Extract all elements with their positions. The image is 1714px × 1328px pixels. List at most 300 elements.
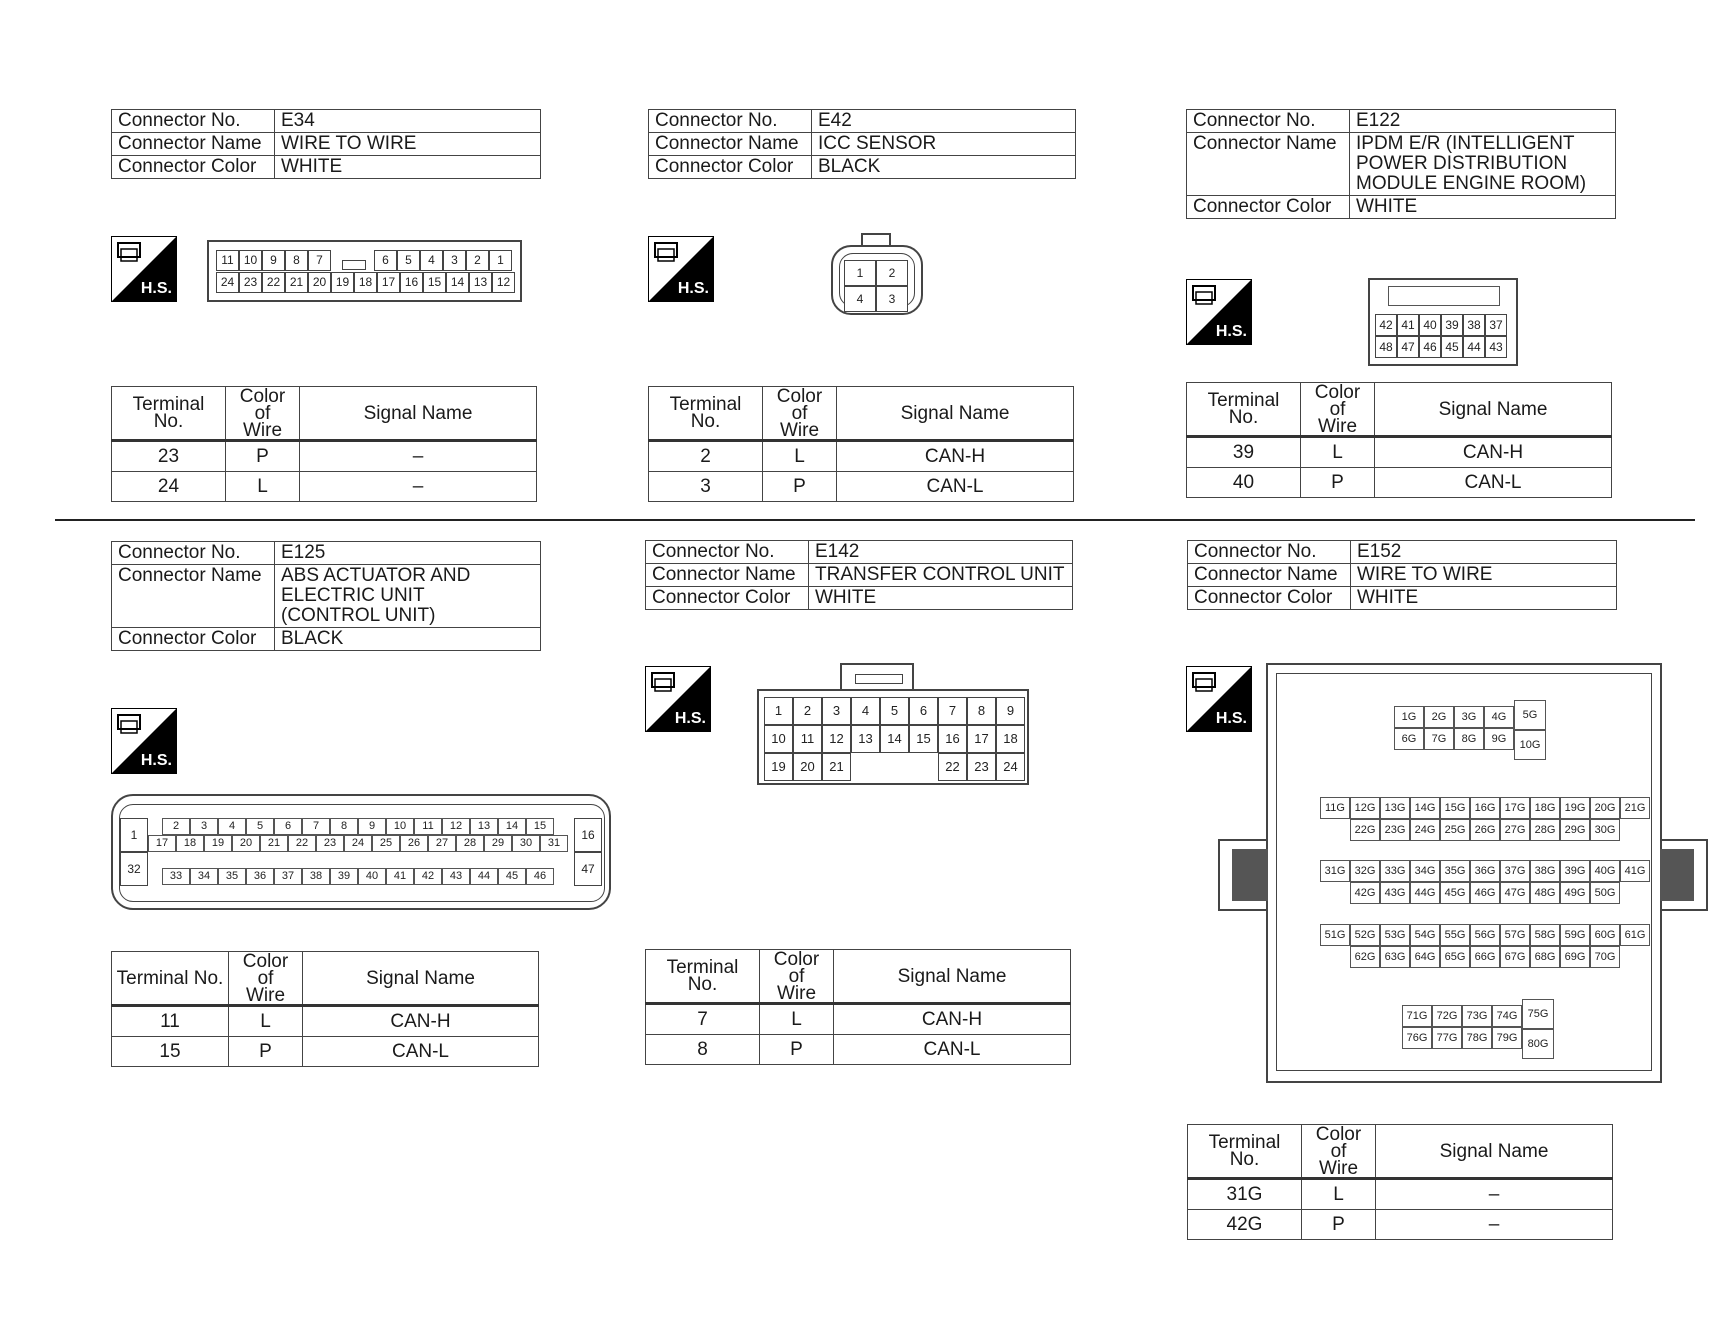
pin-cell: 16	[574, 818, 602, 852]
pin-cell: 22	[288, 835, 316, 852]
table-row	[112, 472, 537, 502]
pin-cell: 67G	[1500, 946, 1530, 968]
table-row	[649, 441, 1074, 472]
pin-cell: 14	[498, 818, 526, 835]
pin-cell: 64G	[1410, 946, 1440, 968]
wire-color: L	[1301, 437, 1375, 468]
pin-cell: 26	[400, 835, 428, 852]
lock-tab	[342, 260, 366, 270]
pin-cell: 47	[1397, 336, 1419, 358]
color-of-wire-header: Color of Wire	[226, 387, 300, 441]
harness-side-label: H.S.	[1215, 323, 1247, 340]
signal-name: –	[1376, 1210, 1613, 1240]
pin-cell: 1	[844, 260, 876, 286]
pin-cell: 38	[302, 868, 330, 885]
pin-cell: 66G	[1470, 946, 1500, 968]
terminal-no-header: Terminal No.	[649, 387, 763, 441]
color-of-wire-header: Color of Wire	[763, 387, 837, 441]
pin-cell: 20	[308, 272, 331, 293]
pin-cell: 70G	[1590, 946, 1620, 968]
connector-name-value: ABS ACTUATOR AND ELECTRIC UNIT (CONTROL UNIT)	[275, 565, 541, 628]
connector-color-label: Connector Color	[112, 156, 275, 179]
pin-cell: 23	[239, 272, 262, 293]
pin-cell: 18	[176, 835, 204, 852]
pin-cell: 8	[967, 697, 996, 725]
pin-cell: 16	[400, 272, 423, 293]
pin-cell: 22	[262, 272, 285, 293]
pin-cell: 73G	[1462, 1005, 1492, 1027]
color-of-wire-header: Color of Wire	[1301, 383, 1375, 437]
key-notch	[1388, 286, 1500, 306]
pin-cell: 6	[274, 818, 302, 835]
pin-cell: 13	[469, 272, 492, 293]
pin-cell: 12G	[1350, 797, 1380, 819]
terminal-no: 24	[112, 472, 226, 502]
terminal-table-e152	[1187, 1124, 1613, 1240]
connector-no-value: E34	[275, 110, 541, 133]
connector-color-label: Connector Color	[1187, 196, 1350, 219]
signal-name: –	[300, 472, 537, 502]
connector-color-label: Connector Color	[649, 156, 812, 179]
terminal-no: 3	[649, 472, 763, 502]
signal-name: CAN-H	[834, 1004, 1071, 1035]
pin-cell: 5	[246, 818, 274, 835]
pin-cell: 1	[489, 250, 512, 271]
pin-cell: 6G	[1394, 728, 1424, 750]
harness-side-label: H.S.	[674, 710, 706, 727]
connector-no-value: E142	[809, 541, 1073, 564]
pin-cell: 11	[216, 250, 239, 271]
connector-name-value: TRANSFER CONTROL UNIT	[809, 564, 1073, 587]
wire-color: P	[763, 472, 837, 502]
signal-name: CAN-L	[303, 1037, 539, 1067]
pin-cell: 29G	[1560, 819, 1590, 841]
connector-no-value: E42	[812, 110, 1076, 133]
pin-cell: 23	[967, 753, 996, 781]
section-divider	[55, 519, 1695, 521]
pin-cell: 40	[1419, 314, 1441, 336]
signal-name: –	[300, 441, 537, 472]
pin-cell: 25	[372, 835, 400, 852]
connector-face-e125	[111, 794, 611, 910]
pin-cell: 15	[423, 272, 446, 293]
pin-cell: 68G	[1530, 946, 1560, 968]
pin-cell: 30G	[1590, 819, 1620, 841]
pin-cell: 17	[967, 725, 996, 753]
connector-info-e152	[1187, 540, 1617, 610]
left-latch-fill	[1232, 849, 1268, 901]
pin-cell: 69G	[1560, 946, 1590, 968]
pin-cell: 24G	[1410, 819, 1440, 841]
connector-no-value: E122	[1350, 110, 1616, 133]
pin-cell: 5G	[1514, 700, 1546, 730]
connector-color-label: Connector Color	[646, 587, 809, 610]
pin-cell: 74G	[1492, 1005, 1522, 1027]
pin-cell: 2	[162, 818, 190, 835]
pin-cell: 60G	[1590, 924, 1620, 946]
pin-cell: 35	[218, 868, 246, 885]
pin-cell: 21	[822, 753, 851, 781]
pin-cell: 18	[996, 725, 1025, 753]
pin-cell: 43	[442, 868, 470, 885]
connector-color-value: BLACK	[275, 628, 541, 651]
pin-cell: 7	[308, 250, 331, 271]
pin-cell: 1	[120, 818, 148, 852]
terminal-table-e125	[111, 951, 539, 1067]
pin-cell: 13	[470, 818, 498, 835]
pin-cell: 2	[466, 250, 489, 271]
pin-cell: 42	[1375, 314, 1397, 336]
pin-cell: 12	[442, 818, 470, 835]
terminal-no: 31G	[1188, 1179, 1302, 1210]
table-row	[1187, 437, 1612, 468]
pin-cell: 65G	[1440, 946, 1470, 968]
pin-cell: 4	[218, 818, 246, 835]
table-row	[646, 1035, 1071, 1065]
pin-cell: 3	[822, 697, 851, 725]
table-row	[112, 1037, 539, 1067]
connector-color-value: WHITE	[1350, 196, 1616, 219]
pin-cell: 3G	[1454, 706, 1484, 728]
pin-cell: 17G	[1500, 797, 1530, 819]
pin-cell: 33G	[1380, 860, 1410, 882]
signal-name: CAN-L	[834, 1035, 1071, 1065]
pin-cell: 13G	[1380, 797, 1410, 819]
terminal-no: 42G	[1188, 1210, 1302, 1240]
pin-cell: 14	[446, 272, 469, 293]
pin-cell: 3	[443, 250, 466, 271]
color-of-wire-header: Color of Wire	[760, 950, 834, 1004]
pin-cell: 20G	[1590, 797, 1620, 819]
pin-cell: 78G	[1462, 1027, 1492, 1049]
pin-cell: 48	[1375, 336, 1397, 358]
pin-cell: 44	[470, 868, 498, 885]
pin-cell: 13	[851, 725, 880, 753]
pin-cell: 32G	[1350, 860, 1380, 882]
pin-cell: 40G	[1590, 860, 1620, 882]
table-row	[112, 1006, 539, 1037]
pin-cell: 76G	[1402, 1027, 1432, 1049]
pin-cell: 11G	[1320, 797, 1350, 819]
pin-cell: 41	[1397, 314, 1419, 336]
pin-cell: 30	[512, 835, 540, 852]
pin-cell: 8	[330, 818, 358, 835]
pin-cell: 19G	[1560, 797, 1590, 819]
pin-cell: 6	[374, 250, 397, 271]
wire-color: L	[760, 1004, 834, 1035]
table-row	[646, 1004, 1071, 1035]
wire-color: P	[226, 441, 300, 472]
pin-cell: 23G	[1380, 819, 1410, 841]
signal-name-header: Signal Name	[1376, 1125, 1613, 1179]
terminal-table-e42	[648, 386, 1074, 502]
connector-no-label: Connector No.	[649, 110, 812, 133]
pin-cell: 16	[938, 725, 967, 753]
pin-cell: 46	[526, 868, 554, 885]
pin-cell: 37	[274, 868, 302, 885]
pin-cell: 31G	[1320, 860, 1350, 882]
pin-cell: 58G	[1530, 924, 1560, 946]
pin-cell: 4G	[1484, 706, 1514, 728]
terminal-no: 23	[112, 441, 226, 472]
terminal-no-header: Terminal No.	[112, 387, 226, 441]
table-row	[1188, 1210, 1613, 1240]
wire-color: L	[226, 472, 300, 502]
connector-color-label: Connector Color	[112, 628, 275, 651]
pin-cell: 53G	[1380, 924, 1410, 946]
table-row	[649, 472, 1074, 502]
harness-side-label: H.S.	[677, 280, 709, 297]
pin-cell: 52G	[1350, 924, 1380, 946]
terminal-no-header: Terminal No.	[646, 950, 760, 1004]
wire-color: P	[1301, 468, 1375, 498]
connector-color-value: BLACK	[812, 156, 1076, 179]
pin-cell: 79G	[1492, 1027, 1522, 1049]
signal-name: CAN-H	[1375, 437, 1612, 468]
pin-cell: 42	[414, 868, 442, 885]
wire-color: P	[760, 1035, 834, 1065]
pin-cell: 21G	[1620, 797, 1650, 819]
harness-side-icon	[645, 666, 711, 732]
signal-name: CAN-H	[303, 1006, 539, 1037]
pin-cell: 2	[876, 260, 908, 286]
connector-name-value: IPDM E/R (INTELLIGENT POWER DISTRIBUTION MODULE ENGINE ROOM)	[1350, 133, 1616, 196]
terminal-no: 7	[646, 1004, 760, 1035]
connector-name-value: ICC SENSOR	[812, 133, 1076, 156]
wire-color: L	[229, 1006, 303, 1037]
pin-cell: 45	[1441, 336, 1463, 358]
pin-cell: 7	[302, 818, 330, 835]
connector-info-e122	[1186, 109, 1616, 219]
pin-cell: 10	[239, 250, 262, 271]
connector-info-e42	[648, 109, 1076, 179]
pin-cell: 14	[880, 725, 909, 753]
pin-cell: 9	[996, 697, 1025, 725]
pin-cell: 5	[397, 250, 420, 271]
connector-color-value: WHITE	[275, 156, 541, 179]
signal-name-header: Signal Name	[300, 387, 537, 441]
signal-name-header: Signal Name	[837, 387, 1074, 441]
pin-cell: 56G	[1470, 924, 1500, 946]
pin-cell: 29	[484, 835, 512, 852]
pin-cell: 24	[344, 835, 372, 852]
pin-cell: 2	[793, 697, 822, 725]
connector-name-label: Connector Name	[649, 133, 812, 156]
wire-color: P	[1302, 1210, 1376, 1240]
connector-no-label: Connector No.	[112, 110, 275, 133]
pin-cell: 18G	[1530, 797, 1560, 819]
pin-cell: 41	[386, 868, 414, 885]
pin-cell: 27	[428, 835, 456, 852]
connector-name-label: Connector Name	[112, 565, 275, 628]
pin-cell: 9G	[1484, 728, 1514, 750]
pin-cell: 16G	[1470, 797, 1500, 819]
pin-cell: 55G	[1440, 924, 1470, 946]
pin-cell: 11	[414, 818, 442, 835]
harness-side-icon	[648, 236, 714, 302]
wire-color: L	[1302, 1179, 1376, 1210]
pin-cell: 51G	[1320, 924, 1350, 946]
pin-cell: 12	[492, 272, 515, 293]
pin-cell: 21	[260, 835, 288, 852]
pin-cell: 1	[764, 697, 793, 725]
table-row	[1188, 1179, 1613, 1210]
connector-name-value: WIRE TO WIRE	[1351, 564, 1617, 587]
pin-cell: 31	[540, 835, 568, 852]
connector-color-value: WHITE	[809, 587, 1073, 610]
pin-cell: 4	[844, 286, 876, 312]
connector-no-label: Connector No.	[1187, 110, 1350, 133]
pin-cell: 10G	[1514, 730, 1546, 760]
pin-cell: 62G	[1350, 946, 1380, 968]
pin-cell: 35G	[1440, 860, 1470, 882]
pin-cell: 6	[909, 697, 938, 725]
harness-side-icon	[111, 236, 177, 302]
pin-cell: 27G	[1500, 819, 1530, 841]
pin-cell: 4	[851, 697, 880, 725]
pin-cell: 41G	[1620, 860, 1650, 882]
terminal-table-e122	[1186, 382, 1612, 498]
pin-cell: 48G	[1530, 882, 1560, 904]
pin-cell: 19	[764, 753, 793, 781]
terminal-no: 40	[1187, 468, 1301, 498]
pin-cell: 1G	[1394, 706, 1424, 728]
terminal-table-e142	[645, 949, 1071, 1065]
pin-cell: 43G	[1380, 882, 1410, 904]
pin-cell: 34	[190, 868, 218, 885]
connector-no-label: Connector No.	[646, 541, 809, 564]
right-latch-fill	[1660, 849, 1694, 901]
pin-cell: 9	[358, 818, 386, 835]
connector-color-value: WHITE	[1351, 587, 1617, 610]
pin-cell: 39	[330, 868, 358, 885]
terminal-no-header: Terminal No.	[112, 952, 229, 1006]
pin-cell: 3	[190, 818, 218, 835]
pin-cell: 38G	[1530, 860, 1560, 882]
connector-name-label: Connector Name	[112, 133, 275, 156]
pin-cell: 8	[285, 250, 308, 271]
connector-info-e34	[111, 109, 541, 179]
pin-cell: 9	[262, 250, 285, 271]
pin-cell: 46	[1419, 336, 1441, 358]
pin-cell: 44	[1463, 336, 1485, 358]
signal-name: CAN-L	[837, 472, 1074, 502]
pin-cell: 49G	[1560, 882, 1590, 904]
terminal-table-e34	[111, 386, 537, 502]
pin-cell: 8G	[1454, 728, 1484, 750]
pin-cell: 21	[285, 272, 308, 293]
harness-side-label: H.S.	[1215, 710, 1247, 727]
terminal-no: 11	[112, 1006, 229, 1037]
pin-cell: 34G	[1410, 860, 1440, 882]
pin-cell: 37G	[1500, 860, 1530, 882]
harness-side-label: H.S.	[140, 752, 172, 769]
pin-cell: 15G	[1440, 797, 1470, 819]
pin-cell: 25G	[1440, 819, 1470, 841]
pin-cell: 15	[909, 725, 938, 753]
harness-side-icon	[1186, 279, 1252, 345]
pin-cell: 39G	[1560, 860, 1590, 882]
pin-cell: 72G	[1432, 1005, 1462, 1027]
pin-cell: 26G	[1470, 819, 1500, 841]
pin-cell: 10	[764, 725, 793, 753]
pin-cell: 32	[120, 852, 148, 886]
signal-name: CAN-L	[1375, 468, 1612, 498]
pin-cell: 61G	[1620, 924, 1650, 946]
signal-name: CAN-H	[837, 441, 1074, 472]
signal-name-header: Signal Name	[303, 952, 539, 1006]
connector-no-value: E152	[1351, 541, 1617, 564]
pin-cell: 44G	[1410, 882, 1440, 904]
pin-cell: 15	[526, 818, 554, 835]
connector-color-label: Connector Color	[1188, 587, 1351, 610]
pin-cell: 7G	[1424, 728, 1454, 750]
pin-cell: 71G	[1402, 1005, 1432, 1027]
pin-cell: 36G	[1470, 860, 1500, 882]
terminal-no-header: Terminal No.	[1187, 383, 1301, 437]
pin-cell: 18	[354, 272, 377, 293]
pin-cell: 20	[793, 753, 822, 781]
connector-no-label: Connector No.	[1188, 541, 1351, 564]
pin-cell: 28	[456, 835, 484, 852]
pin-cell: 47G	[1500, 882, 1530, 904]
pin-cell: 10	[386, 818, 414, 835]
pin-cell: 7	[938, 697, 967, 725]
pin-cell: 24	[996, 753, 1025, 781]
pin-cell: 59G	[1560, 924, 1590, 946]
pin-cell: 39	[1441, 314, 1463, 336]
pin-cell: 2G	[1424, 706, 1454, 728]
pin-cell: 19	[204, 835, 232, 852]
pin-cell: 4	[420, 250, 443, 271]
harness-side-label: H.S.	[140, 280, 172, 297]
pin-cell: 3	[876, 286, 908, 312]
pin-cell: 17	[148, 835, 176, 852]
table-row	[1187, 468, 1612, 498]
pin-cell: 57G	[1500, 924, 1530, 946]
pin-cell: 17	[377, 272, 400, 293]
wire-color: L	[763, 441, 837, 472]
pin-cell: 11	[793, 725, 822, 753]
terminal-no: 2	[649, 441, 763, 472]
pin-cell: 45G	[1440, 882, 1470, 904]
pin-cell: 40	[358, 868, 386, 885]
pin-cell: 77G	[1432, 1027, 1462, 1049]
connector-no-value: E125	[275, 542, 541, 565]
connector-name-label: Connector Name	[1188, 564, 1351, 587]
pin-cell: 20	[232, 835, 260, 852]
pin-cell: 36	[246, 868, 274, 885]
pin-cell: 19	[331, 272, 354, 293]
color-of-wire-header: Color of Wire	[1302, 1125, 1376, 1179]
pin-cell: 80G	[1522, 1029, 1554, 1059]
lock-slot	[855, 674, 903, 684]
pin-cell: 28G	[1530, 819, 1560, 841]
terminal-no: 8	[646, 1035, 760, 1065]
pin-cell: 24	[216, 272, 239, 293]
connector-name-label: Connector Name	[1187, 133, 1350, 196]
pin-cell: 37	[1485, 314, 1507, 336]
pin-cell: 14G	[1410, 797, 1440, 819]
pin-cell: 54G	[1410, 924, 1440, 946]
pin-cell: 45	[498, 868, 526, 885]
signal-name-header: Signal Name	[1375, 383, 1612, 437]
pin-cell: 5	[880, 697, 909, 725]
pin-cell: 23	[316, 835, 344, 852]
pin-cell: 22G	[1350, 819, 1380, 841]
pin-cell: 43	[1485, 336, 1507, 358]
connector-name-value: WIRE TO WIRE	[275, 133, 541, 156]
